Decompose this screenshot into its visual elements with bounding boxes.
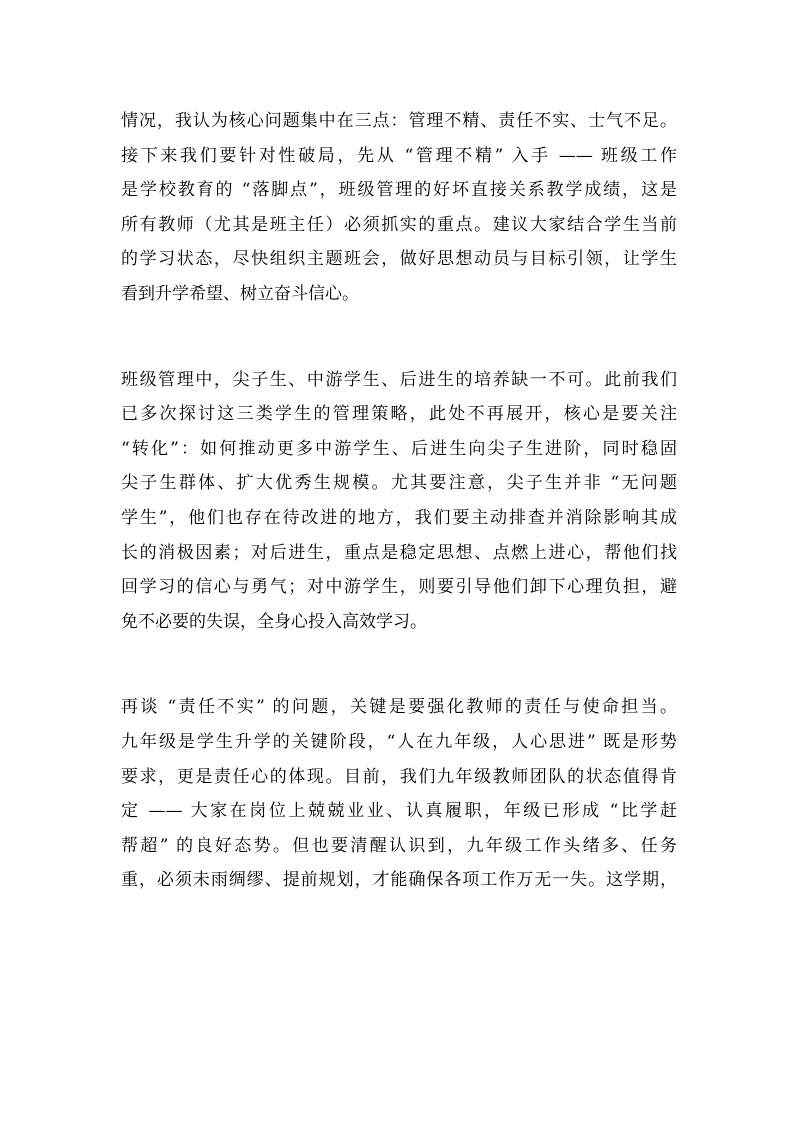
text-line: 要求，更是责任心的体现。目前，我们九年级教师团队的状态值得肯 — [121, 766, 677, 787]
text-line: 接下来我们要针对性破局，先从 “管理不精” 入手 —— 班级工作 — [121, 145, 677, 166]
text-line: 已多次探讨这三类学生的管理策略，此处不再展开，核心是要关注 — [121, 404, 677, 425]
paragraph-1 — [121, 104, 677, 312]
paragraph-gap — [121, 639, 677, 690]
text-line: 定 —— 大家在岗位上兢兢业业、认真履职，年级已形成 “比学赶 — [121, 801, 677, 822]
text-line: 帮超” 的良好态势。但也要清醒认识到，九年级工作头绪多、任务 — [121, 835, 677, 856]
text-line: 班级管理中，尖子生、中游学生、后进生的培养缺一不可。此前我们 — [121, 369, 677, 390]
text-line: 所有教师（尤其是班主任）必须抓实的重点。建议大家结合学生当前 — [121, 214, 677, 235]
text-line: 九年级是学生升学的关键阶段，“人在九年级，人心思进” 既是形势 — [121, 731, 677, 752]
text-line: 学生”，他们也存在待改进的地方，我们要主动排查并消除影响其成 — [121, 507, 677, 528]
text-line: 的学习状态，尽快组织主题班会，做好思想动员与目标引领，让学生 — [121, 249, 677, 270]
paragraph-2 — [121, 363, 677, 640]
text-line: 是学校教育的 “落脚点”，班级管理的好坏直接关系教学成绩，这是 — [121, 180, 677, 201]
text-line: “转化”：如何推动更多中游学生、后进生向尖子生进阶，同时稳固 — [121, 438, 677, 459]
text-line: 回学习的信心与勇气；对中游学生，则要引导他们卸下心理负担，避 — [121, 577, 677, 598]
text-line: 免不必要的失误，全身心投入高效学习。 — [121, 611, 427, 632]
text-line: 重，必须未雨绸缪、提前规划，才能确保各项工作万无一失。这学期， — [121, 870, 677, 891]
text-line: 长的消极因素；对后进生，重点是稳定思想、点燃上进心，帮他们找 — [121, 542, 677, 563]
text-line: 情况，我认为核心问题集中在三点：管理不精、责任不实、士气不足。 — [121, 111, 677, 131]
text-line: 看到升学希望、树立奋斗信心。 — [121, 283, 359, 304]
paragraph-3 — [121, 690, 677, 898]
text-line: 尖子生群体、扩大优秀生规模。尤其要注意，尖子生并非 “无问题 — [121, 473, 677, 494]
document-body — [121, 104, 677, 898]
paragraph-gap — [121, 312, 677, 363]
text-line: 再谈 “责任不实” 的问题，关键是要强化教师的责任与使命担当。 — [121, 697, 677, 718]
